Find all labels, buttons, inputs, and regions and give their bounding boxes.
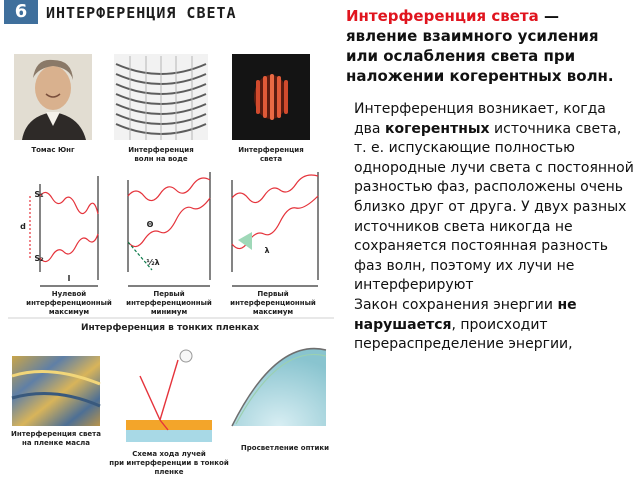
- definition-term: Интерференция света: [346, 7, 539, 25]
- zero-maximum-caption: [22, 290, 116, 317]
- light-caption: [226, 146, 316, 164]
- light-caption-line-1: Интерференция: [238, 146, 304, 154]
- zero-maximum-line-1: Нулевой: [51, 290, 87, 298]
- first-minimum-line-3: минимум: [150, 308, 188, 316]
- water-caption-line-1: Интерференция: [128, 146, 194, 154]
- water-caption: [110, 146, 212, 164]
- text-column: [346, 6, 634, 355]
- explanation-text-start: Интерференция возникает, когда два: [354, 101, 606, 137]
- oil-film-caption: [8, 430, 104, 448]
- explanation-paragraph: [354, 100, 634, 355]
- light-caption-line-2: света: [259, 155, 283, 163]
- definition-paragraph: [346, 6, 634, 86]
- figure-number-badge: 6: [4, 0, 38, 24]
- scheme-caption-line-1: Схема хода лучей: [132, 450, 206, 458]
- water-waves-photo: [114, 54, 208, 140]
- explanation-text-rest: источника света, т. е. испускающие полностью однородные лучи света с постоянной разностью фаз, расположены очень близко друг от друга. У двух разных источников света никогда не сохраняется постоянная разность фаз волн, поэтому их лучи не интерферируют: [354, 120, 634, 294]
- scheme-caption-line-2: при интерференции в тонкой пленке: [109, 459, 229, 476]
- thin-film-scheme: [126, 350, 212, 442]
- d-label: d: [20, 222, 26, 231]
- first-maximum-line-3: максимум: [252, 308, 294, 316]
- first-maximum-caption: [226, 290, 320, 317]
- light-fringes-photo: [232, 54, 310, 140]
- lambda-label: λ: [264, 246, 270, 255]
- l-label: l: [67, 274, 71, 283]
- oil-caption-line-1: Интерференция света: [11, 430, 101, 438]
- portrait-photo: [14, 54, 92, 140]
- optics-coating-caption: Просветление оптики: [240, 444, 330, 452]
- thin-film-scheme-caption: [94, 450, 244, 477]
- lens-coating-image: [232, 349, 326, 426]
- half-lambda-label: ½λ: [146, 258, 160, 267]
- oil-caption-line-2: на пленке масла: [22, 439, 90, 447]
- young-caption: Томас Юнг: [31, 146, 75, 154]
- s1-label: S₁: [34, 190, 44, 199]
- explanation-bold-term: когерентных: [384, 120, 490, 137]
- first-maximum-line-2: интерференционный: [230, 299, 316, 307]
- water-caption-line-2: волн на воде: [134, 155, 188, 163]
- first-minimum-line-2: интерференционный: [126, 299, 212, 307]
- oil-film-photo: [12, 356, 100, 426]
- s2-label: S₂: [34, 254, 44, 263]
- definition-rest: — явление взаимного усиления или ослабления света при наложении когерентных волн.: [346, 7, 614, 85]
- first-maximum-line-1: Первый: [257, 290, 289, 298]
- theta-label: Θ: [146, 220, 154, 229]
- zero-maximum-line-2: интерференционный: [26, 299, 112, 307]
- thin-films-title: Интерференция в тонких пленках: [80, 323, 260, 333]
- first-minimum-caption: [122, 290, 216, 317]
- first-minimum-line-1: Первый: [153, 290, 185, 298]
- zero-maximum-line-3: максимум: [48, 308, 90, 316]
- double-slit-diagrams: [30, 172, 318, 286]
- energy-bold-term: не нарушается: [354, 296, 577, 333]
- figure-header-title: ИНТЕРФЕРЕНЦИЯ СВЕТА: [46, 4, 237, 22]
- energy-text-rest: , происходит перераспределение энергии,: [354, 316, 573, 353]
- energy-text-start: Закон сохранения энергии: [354, 296, 558, 313]
